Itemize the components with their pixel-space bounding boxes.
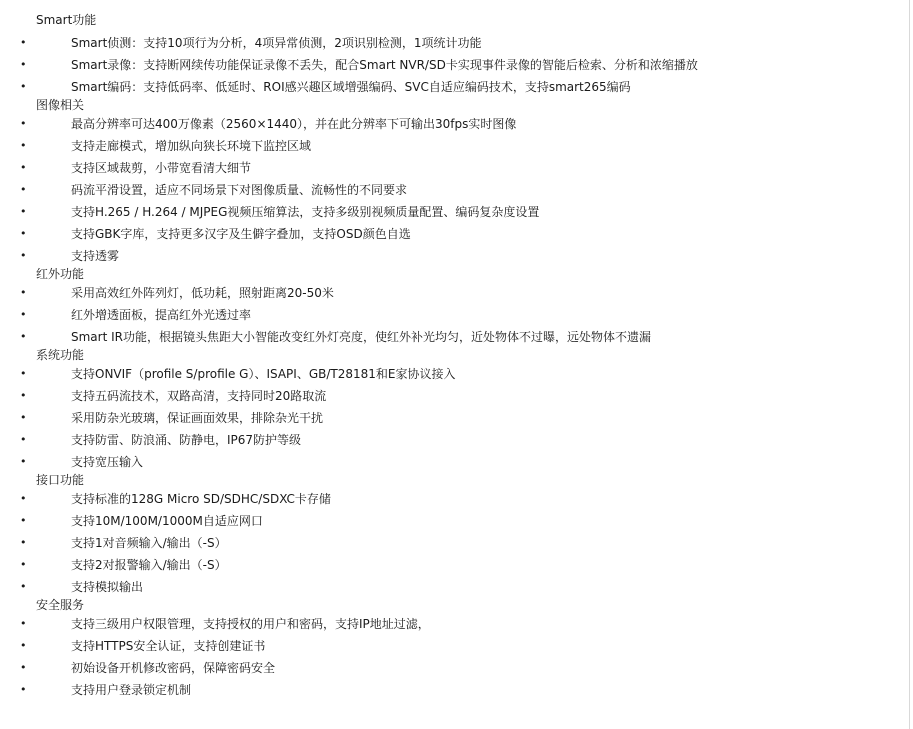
bullet-icon: • — [20, 411, 27, 424]
section-title-security: 安全服务 — [36, 598, 85, 612]
bullet-icon: • — [20, 536, 27, 549]
section-title-system: 系统功能 — [36, 348, 85, 362]
list-item-text: 支持ONVIF（profile S/profile G）、ISAPI、GB/T28181和E家协议接入 — [71, 367, 456, 381]
list-item-text: 支持10M/100M/1000M自适应网口 — [71, 514, 263, 528]
bullet-icon: • — [20, 455, 27, 468]
list-item — [0, 388, 913, 404]
right-edge-divider — [909, 0, 910, 729]
list-item-text: 支持五码流技术，双路高清，支持同时20路取流 — [71, 389, 327, 403]
list-item — [0, 557, 913, 573]
bullet-icon: • — [20, 286, 27, 299]
bullet-icon: • — [20, 80, 27, 93]
bullet-icon: • — [20, 639, 27, 652]
list-item-text: 支持区域裁剪，小带宽看清大细节 — [71, 161, 252, 175]
list-item — [0, 285, 913, 301]
list-item-text: Smart编码：支持低码率、低延时、ROI感兴趣区域增强编码、SVC自适应编码技术，支持smart265编码 — [71, 80, 631, 94]
list-item-text: 支持GBK字库，支持更多汉字及生僻字叠加，支持OSD颜色自选 — [71, 227, 411, 241]
bullet-icon: • — [20, 161, 27, 174]
list-item — [0, 682, 913, 698]
list-item — [0, 248, 913, 264]
list-item-text: 支持HTTPS安全认证，支持创建证书 — [71, 639, 266, 653]
bullet-icon: • — [20, 433, 27, 446]
list-item — [0, 660, 913, 676]
list-item — [0, 432, 913, 448]
list-item — [0, 182, 913, 198]
list-item-text: 采用高效红外阵列灯，低功耗，照射距离20-50米 — [71, 286, 334, 300]
list-item-text: 采用防杂光玻璃，保证画面效果，排除杂光干扰 — [71, 411, 324, 425]
bullet-icon: • — [20, 36, 27, 49]
list-item-text: 支持宽压输入 — [71, 455, 144, 469]
bullet-icon: • — [20, 227, 27, 240]
list-item-text: 支持防雷、防浪涌、防静电，IP67防护等级 — [71, 433, 302, 447]
list-item — [0, 35, 913, 51]
bullet-icon: • — [20, 558, 27, 571]
section-title-infrared: 红外功能 — [36, 267, 85, 281]
list-item — [0, 329, 913, 345]
list-item-text: Smart录像：支持断网续传功能保证录像不丢失，配合Smart NVR/SD卡实现事件录像的智能后检索、分析和浓缩播放 — [71, 58, 698, 72]
bullet-icon: • — [20, 683, 27, 696]
list-item — [0, 513, 913, 529]
list-item — [0, 307, 913, 323]
list-item-text: 支持透雾 — [71, 249, 120, 263]
list-item — [0, 616, 913, 632]
bullet-icon: • — [20, 183, 27, 196]
bullet-icon: • — [20, 58, 27, 71]
bullet-icon: • — [20, 514, 27, 527]
section-title-image: 图像相关 — [36, 98, 85, 112]
bullet-icon: • — [20, 249, 27, 262]
bullet-icon: • — [20, 661, 27, 674]
bullet-icon: • — [20, 492, 27, 505]
list-item-text: 支持走廊模式，增加纵向狭长环境下监控区域 — [71, 139, 312, 153]
list-item — [0, 579, 913, 595]
list-item — [0, 491, 913, 507]
list-item — [0, 638, 913, 654]
section-title-smart: Smart功能 — [36, 13, 97, 27]
list-item — [0, 410, 913, 426]
list-item-text: 支持1对音频输入/输出（-S） — [71, 536, 227, 550]
list-item-text: 码流平滑设置，适应不同场景下对图像质量、流畅性的不同要求 — [71, 183, 408, 197]
list-item-text: 支持三级用户权限管理，支持授权的用户和密码，支持IP地址过滤， — [71, 617, 430, 631]
list-item — [0, 366, 913, 382]
list-item-text: 红外增透面板，提高红外光透过率 — [71, 308, 252, 322]
bullet-icon: • — [20, 330, 27, 343]
list-item-text: Smart侦测：支持10项行为分析，4项异常侦测，2项识别检测，1项统计功能 — [71, 36, 482, 50]
list-item-text: 支持模拟输出 — [71, 580, 144, 594]
list-item — [0, 535, 913, 551]
bullet-icon: • — [20, 580, 27, 593]
bullet-icon: • — [20, 117, 27, 130]
list-item-text: 支持标准的128G Micro SD/SDHC/SDXC卡存储 — [71, 492, 331, 506]
section-title-interface: 接口功能 — [36, 473, 85, 487]
list-item-text: 支持2对报警输入/输出（-S） — [71, 558, 227, 572]
list-item-text: 最高分辨率可达400万像素（2560×1440），并在此分辨率下可输出30fps实时图像 — [71, 117, 517, 131]
list-item — [0, 454, 913, 470]
bullet-icon: • — [20, 389, 27, 402]
list-item — [0, 204, 913, 220]
list-item — [0, 116, 913, 132]
list-item — [0, 160, 913, 176]
list-item-text: 初始设备开机修改密码，保障密码安全 — [71, 661, 276, 675]
list-item-text: Smart IR功能，根据镜头焦距大小智能改变红外灯亮度，使红外补光均匀，近处物体不过曝，远处物体不遗漏 — [71, 330, 651, 344]
bullet-icon: • — [20, 367, 27, 380]
list-item-text: 支持H.265 / H.264 / MJPEG视频压缩算法，支持多级别视频质量配置、编码复杂度设置 — [71, 205, 540, 219]
bullet-icon: • — [20, 617, 27, 630]
bullet-icon: • — [20, 139, 27, 152]
list-item — [0, 226, 913, 242]
list-item-text: 支持用户登录锁定机制 — [71, 683, 192, 697]
bullet-icon: • — [20, 205, 27, 218]
list-item — [0, 79, 913, 95]
list-item — [0, 57, 913, 73]
list-item — [0, 138, 913, 154]
bullet-icon: • — [20, 308, 27, 321]
